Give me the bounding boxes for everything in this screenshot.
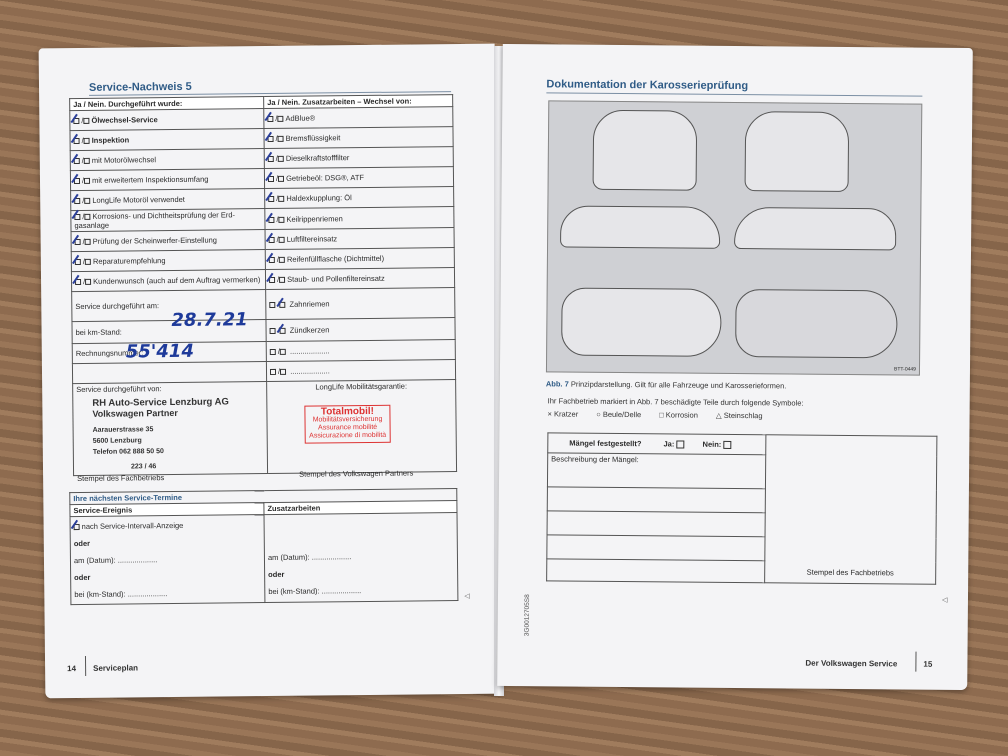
- checkbox-icon[interactable]: [279, 237, 285, 243]
- dots-2: ...................: [290, 366, 330, 376]
- zahnriemen-label: Zahnriemen: [289, 299, 330, 309]
- service-item-label: LongLife Motoröl verwendet: [92, 194, 185, 205]
- symbol-scratch: × Kratzer: [547, 409, 579, 419]
- totalmobil-line-1: Mobilitätsversicherung: [312, 415, 383, 424]
- checkmark-icon[interactable]: [73, 118, 79, 124]
- car-right-side-view[interactable]: [734, 207, 896, 250]
- extra-work-cell[interactable]: / Haldexkupplung: Öl: [265, 187, 454, 209]
- checkbox-icon[interactable]: [270, 369, 276, 375]
- checkmark-icon[interactable]: [75, 259, 81, 265]
- service-item-label: Prüfung der Scheinwerfer-Einstellung: [92, 235, 218, 246]
- right-footer-title: Der Volkswagen Service: [805, 658, 898, 669]
- dealer-stamp: [92, 396, 229, 472]
- checkmark-icon[interactable]: [74, 178, 80, 184]
- service-by-label: Service durchgeführt von:: [76, 384, 162, 395]
- dealer-city: 5600 Lenzburg: [92, 437, 142, 445]
- service-item-label: Reparaturempfehlung: [92, 256, 166, 266]
- extra-work-cell[interactable]: / Staub- und Pollenfiltereinsatz: [265, 268, 454, 290]
- service-item-cell[interactable]: / Korrosions- und Dichtheitsprüfung der Erd-gasanlage: [71, 209, 265, 232]
- service-item-cell[interactable]: / mit erweitertem Inspektionsumfang: [70, 169, 264, 191]
- checkbox-icon[interactable]: [84, 158, 90, 164]
- car-front-view[interactable]: [745, 111, 850, 192]
- service-date-label: Service durchgeführt am:: [75, 301, 160, 312]
- figure-code: BTT-0449: [893, 366, 917, 373]
- extra-line-1[interactable]: / ...................: [266, 340, 455, 362]
- extra-line-2[interactable]: / ...................: [266, 360, 455, 382]
- next-col2-header: Zusatzarbeiten: [264, 501, 457, 515]
- car-underbody-view[interactable]: [735, 289, 898, 358]
- figure-caption-text: Prinzipdarstellung. Gilt für alle Fahrzeuge und Karosserieformen.: [570, 379, 787, 391]
- zuendkerzen-label: Zündkerzen: [289, 325, 330, 335]
- checkmark-icon[interactable]: [74, 138, 80, 144]
- extra-work-label: Luftfiltereinsatz: [286, 234, 338, 244]
- checkmark-icon[interactable]: [267, 116, 273, 122]
- defects-description-label: Beschreibung der Mängel:: [551, 454, 639, 465]
- continue-triangle-icon-right: ◁: [941, 596, 948, 604]
- left-page-number: 14: [67, 664, 77, 674]
- checkmark-icon[interactable]: [74, 198, 80, 204]
- right-page: [497, 44, 973, 690]
- car-left-side-view[interactable]: [560, 205, 720, 248]
- service-item-label: Kundenwunsch (auch auf dem Auftrag vermerken): [93, 275, 261, 286]
- checkbox-icon[interactable]: [269, 302, 275, 308]
- totalmobil-title: Totalmobil!: [320, 405, 375, 418]
- longlife-label: LongLife Mobilitätsgarantie:: [315, 381, 408, 392]
- next-service-table: [69, 488, 458, 605]
- next-or-2: oder: [74, 572, 91, 583]
- checkbox-icon[interactable]: [270, 328, 276, 334]
- next-or-1: oder: [73, 538, 91, 549]
- col1-header: Ja / Nein. Durchgeführt wurde:: [70, 97, 264, 111]
- km-label: bei km-Stand:: [75, 327, 122, 338]
- totalmobil-line-3: Assicurazione di mobilità: [309, 431, 387, 440]
- yes-label: Ja:: [663, 439, 675, 449]
- checkbox-icon[interactable]: [278, 156, 284, 162]
- figure-caption: [546, 379, 787, 390]
- zahnriemen-cell: / Zahnriemen: [266, 288, 455, 320]
- no-checkbox[interactable]: [723, 441, 731, 449]
- next-extra-date: am (Datum): ...................: [267, 552, 352, 563]
- checkbox-icon[interactable]: [278, 136, 284, 142]
- checkbox-icon[interactable]: [84, 138, 90, 144]
- footer-divider: [85, 656, 86, 676]
- checkbox-icon[interactable]: [83, 118, 89, 124]
- checkbox-icon[interactable]: [278, 216, 284, 222]
- extra-work-cell[interactable]: / Getriebeöl: DSG®, ATF: [264, 167, 453, 189]
- extra-work-label: Keilrippenriemen: [286, 213, 343, 224]
- service-item-cell[interactable]: / Inspektion: [70, 129, 264, 151]
- defects-line[interactable]: [547, 511, 765, 537]
- checkbox-icon[interactable]: [85, 259, 91, 265]
- dealer-name: RH Auto-Service Lenzburg AG: [92, 396, 229, 409]
- checkmark-icon[interactable]: [268, 216, 274, 222]
- next-service-event-cell[interactable]: [70, 515, 265, 605]
- checkbox-icon[interactable]: [277, 116, 283, 122]
- marking-instruction: Ihr Fachbetrieb markiert in Abb. 7 beschädigte Teile durch folgende Symbole:: [547, 396, 804, 408]
- extra-work-label: Reifenfüllflasche (Dichtmittel): [286, 253, 385, 264]
- service-item-label: mit Motorölwechsel: [91, 155, 157, 165]
- service-item-label: Ölwechsel-Service: [91, 115, 158, 125]
- service-item-cell[interactable]: / Kundenwunsch (auch auf dem Auftrag vermerken): [71, 270, 265, 292]
- extra-work-label: Getriebeöl: DSG®, ATF: [286, 173, 365, 183]
- checkmark-icon[interactable]: [269, 237, 275, 243]
- checkbox-icon[interactable]: [280, 349, 286, 355]
- zuendkerzen-cell: / Zündkerzen: [266, 318, 455, 342]
- next-extra-cell[interactable]: [264, 513, 458, 603]
- extra-work-cell[interactable]: / Dieselkraftstofffilter: [264, 147, 453, 169]
- defects-line[interactable]: [547, 535, 765, 561]
- totalmobil-stamp: [304, 405, 390, 444]
- dealer-stamp-label: Stempel des Fachbetriebs: [806, 567, 894, 578]
- service-item-cell[interactable]: / LongLife Motoröl verwendet: [71, 189, 265, 211]
- service-item-cell[interactable]: / mit Motorölwechsel: [70, 149, 264, 171]
- service-item-label: mit erweitertem Inspektionsumfang: [92, 174, 209, 185]
- checkbox-icon[interactable]: [85, 279, 91, 285]
- defects-label: Mängel festgestellt?: [569, 438, 642, 449]
- service-item-label: Korrosions- und Dichtheitsprüfung der Erd-gasanlage: [74, 210, 236, 231]
- yes-checkbox[interactable]: [676, 440, 684, 448]
- defects-line[interactable]: [547, 559, 765, 583]
- checkbox-icon[interactable]: [84, 214, 90, 220]
- extra-work-label: Haldexkupplung: Öl: [286, 193, 352, 203]
- checkmark-icon[interactable]: [74, 158, 80, 164]
- checkmark-icon[interactable]: [75, 279, 81, 285]
- document-code: 3G0012705S8: [523, 594, 532, 637]
- dots-1: ...................: [289, 346, 330, 356]
- checkbox-icon[interactable]: [278, 196, 284, 202]
- left-page: [39, 44, 502, 699]
- dealer-stamp-cell[interactable]: [765, 435, 937, 584]
- body-check-title: Dokumentation der Karosserieprüfung: [546, 78, 749, 93]
- dealer-street: Aarauerstrasse 35: [92, 426, 154, 434]
- symbol-dent: ○ Beule/Delle: [596, 409, 642, 420]
- checkbox-icon[interactable]: [279, 277, 285, 283]
- footer-divider-right: [915, 652, 916, 672]
- extra-work-cell[interactable]: / Luftfiltereinsatz: [265, 228, 454, 250]
- symbol-corrosion: □ Korrosion: [659, 410, 698, 420]
- checkbox-icon[interactable]: [84, 178, 90, 184]
- right-page-number: 15: [923, 659, 933, 669]
- checkmark-icon[interactable]: [74, 524, 80, 530]
- checkmark-icon[interactable]: [269, 277, 275, 283]
- title-rule-right: [546, 92, 922, 96]
- symbol-stone-chip: △ Steinschlag: [715, 410, 763, 421]
- stamp-label-right: Stempel des Volkswagen Partners: [299, 468, 414, 479]
- checkbox-icon[interactable]: [84, 198, 90, 204]
- extra-work-label: AdBlue®: [285, 113, 316, 123]
- defects-table: [546, 432, 937, 584]
- totalmobil-line-2: Assurance mobilité: [317, 423, 378, 432]
- service-item-label: Inspektion: [91, 135, 130, 145]
- left-footer-title: Serviceplan: [93, 663, 139, 673]
- extra-work-cell[interactable]: / AdBlue®: [264, 107, 453, 129]
- continue-triangle-icon: ◁: [464, 592, 470, 600]
- dealer-number: 223 / 46: [130, 463, 157, 471]
- defects-question-cell: [548, 433, 766, 455]
- figure-caption-label: Abb. 7: [545, 379, 569, 389]
- defects-line[interactable]: [547, 487, 765, 513]
- checkbox-icon[interactable]: [270, 349, 276, 355]
- next-col1-header: Service-Ereignis: [70, 503, 264, 517]
- handwritten-km: 55'414: [125, 340, 195, 363]
- car-top-view[interactable]: [561, 287, 722, 356]
- checkbox-icon[interactable]: [280, 369, 286, 375]
- invoice-value-cell[interactable]: [72, 362, 266, 384]
- dealer-partner: Volkswagen Partner: [92, 407, 178, 419]
- extra-work-label: Staub- und Pollenfiltereinsatz: [287, 273, 385, 284]
- next-date: am (Datum): ...................: [73, 555, 158, 566]
- service-item-cell[interactable]: / Reparaturempfehlung: [71, 250, 265, 272]
- extra-work-cell[interactable]: / Bremsflüssigkeit: [264, 127, 453, 149]
- invoice-label: Rechnungsnummer:: [75, 348, 144, 359]
- checkbox-icon[interactable]: [279, 257, 285, 263]
- next-service-title: Ihre nächsten Service-Termine: [70, 489, 457, 505]
- extra-work-cell[interactable]: / Keilrippenriemen: [265, 207, 454, 230]
- checkmark-icon[interactable]: [280, 328, 286, 334]
- extra-work-label: Bremsflüssigkeit: [285, 133, 341, 143]
- checkbox-icon[interactable]: [278, 176, 284, 182]
- checkmark-icon[interactable]: [279, 302, 285, 308]
- checkmark-icon[interactable]: [74, 214, 80, 220]
- service-record-title: Service-Nachweis 5: [88, 80, 192, 94]
- extra-work-label: Dieselkraftstofffilter: [285, 153, 350, 163]
- checkmark-icon[interactable]: [268, 176, 274, 182]
- car-rear-view[interactable]: [593, 110, 698, 191]
- next-interval: nach Service-Intervall-Anzeige: [74, 516, 261, 535]
- checkmark-icon[interactable]: [75, 239, 81, 245]
- next-extra-km: bei (km-Stand): ...................: [268, 586, 362, 597]
- checkmark-icon[interactable]: [268, 136, 274, 142]
- checkmark-icon[interactable]: [268, 196, 274, 202]
- car-diagram-panel[interactable]: [546, 100, 922, 375]
- extra-work-cell[interactable]: / Reifenfüllflasche (Dichtmittel): [265, 248, 454, 270]
- next-km: bei (km-Stand): ...................: [74, 589, 168, 600]
- damage-symbols-legend: [548, 409, 763, 420]
- no-label: Nein:: [702, 439, 722, 449]
- col2-header: Ja / Nein. Zusatzarbeiten – Wechsel von:: [264, 95, 453, 109]
- stamp-label-left: Stempel des Fachbetriebs: [77, 473, 165, 484]
- next-extra-or: oder: [268, 569, 285, 580]
- defects-description-cell[interactable]: [547, 453, 765, 489]
- checkmark-icon[interactable]: [269, 257, 275, 263]
- handwritten-date: 28.7.21: [171, 309, 248, 332]
- service-item-cell[interactable]: / Ölwechsel-Service: [70, 109, 264, 131]
- checkmark-icon[interactable]: [268, 156, 274, 162]
- dealer-phone: Telefon 062 888 50 50: [92, 448, 164, 456]
- service-item-cell[interactable]: / Prüfung der Scheinwerfer-Einstellung: [71, 230, 265, 252]
- checkbox-icon[interactable]: [85, 239, 91, 245]
